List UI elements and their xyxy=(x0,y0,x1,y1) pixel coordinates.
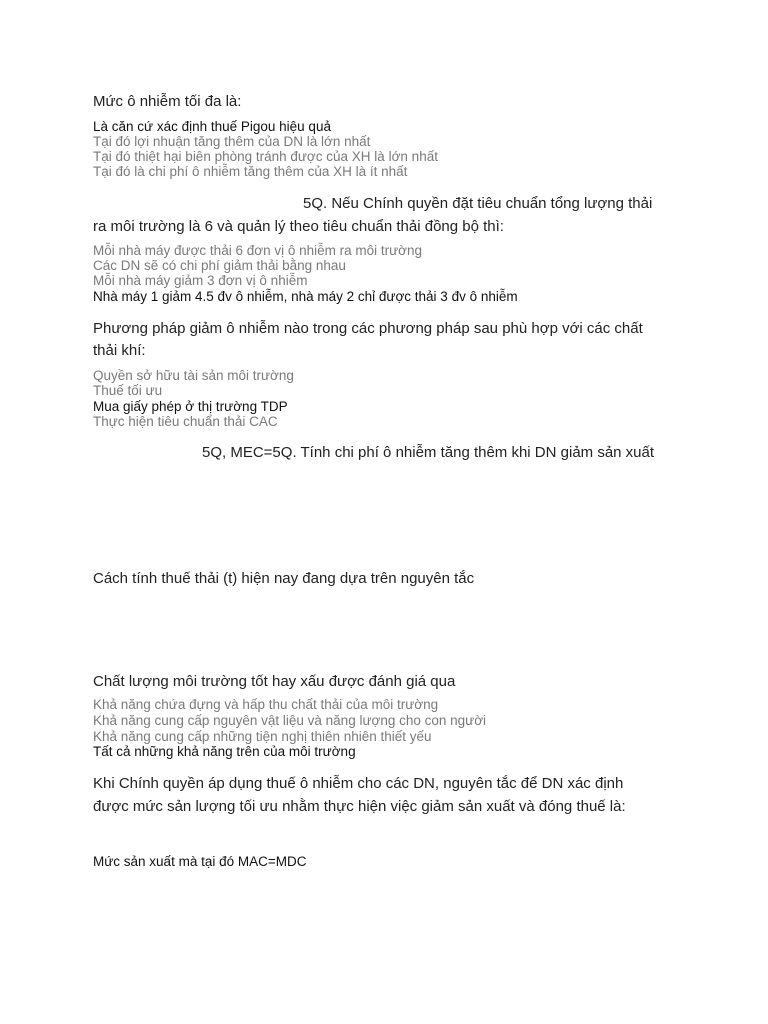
question-2-prompt-line-1: 5Q. Nếu Chính quyền đặt tiêu chuẩn tổng lượng thải xyxy=(303,195,653,212)
question-7-prompt-line-2: được mức sản lượng tối ưu nhằm thực hiện việc giảm sản xuất và đóng thuế là: xyxy=(93,798,626,815)
question-7-prompt-line-1: Khi Chính quyền áp dụng thuế ô nhiễm cho các DN, nguyên tắc để DN xác định xyxy=(93,775,624,792)
question-2-prompt-line-2: ra môi trường là 6 và quản lý theo tiêu chuẩn thải đồng bộ thì: xyxy=(93,218,504,235)
question-2-option-3: Mỗi nhà máy giảm 3 đơn vị ô nhiễm xyxy=(93,273,308,288)
question-1-prompt: Mức ô nhiễm tối đa là: xyxy=(93,93,242,110)
question-6-option-3: Khả năng cung cấp những tiện nghị thiên nhiên thiết yếu xyxy=(93,729,432,744)
question-6-option-2: Khả năng cung cấp nguyên vật liệu và năng lượng cho con người xyxy=(93,713,487,728)
question-6-option-1: Khả năng chứa đựng và hấp thu chất thải của môi trường xyxy=(93,697,439,712)
question-3-prompt-line-2: thải khí: xyxy=(93,342,146,359)
question-1-option-2: Tại đó lợi nhuận tăng thêm của DN là lớn nhất xyxy=(93,134,371,149)
question-5-prompt: Cách tính thuế thải (t) hiện nay đang dựa trên nguyên tắc xyxy=(93,570,475,587)
question-3-option-1: Quyền sở hữu tài sản môi trường xyxy=(93,368,294,383)
question-3-option-3: Mua giấy phép ở thị trường TDP xyxy=(93,399,288,414)
answer-note: Mức sản xuất mà tại đó MAC=MDC xyxy=(93,854,307,869)
question-2-option-4: Nhà máy 1 giảm 4.5 đv ô nhiễm, nhà máy 2 chỉ được thải 3 đv ô nhiễm xyxy=(93,289,518,304)
question-1-option-4: Tại đó là chi phí ô nhiễm tăng thêm của XH là ít nhất xyxy=(93,164,408,179)
question-6-prompt: Chất lượng môi trường tốt hay xấu được đánh giá qua xyxy=(93,673,456,690)
question-4-prompt: 5Q, MEC=5Q. Tính chi phí ô nhiễm tăng thêm khi DN giảm sản xuất xyxy=(202,444,655,461)
question-6-option-4: Tất cả những khả năng trên của môi trường xyxy=(93,744,356,759)
question-1-option-1: Là căn cứ xác định thuế Pigou hiệu quả xyxy=(93,119,331,134)
question-2-option-2: Các DN sẽ có chi phí giảm thải bằng nhau xyxy=(93,258,346,273)
question-3-prompt-line-1: Phương pháp giảm ô nhiễm nào trong các phương pháp sau phù hợp với các chất xyxy=(93,320,643,337)
question-3-option-2: Thuế tối ưu xyxy=(93,383,163,398)
question-1-option-3: Tại đó thiệt hại biên phòng tránh được của XH là lớn nhất xyxy=(93,149,438,164)
question-2-option-1: Mỗi nhà máy được thải 6 đơn vị ô nhiễm ra môi trường xyxy=(93,243,423,258)
question-3-option-4: Thực hiện tiêu chuẩn thải CAC xyxy=(93,414,278,429)
